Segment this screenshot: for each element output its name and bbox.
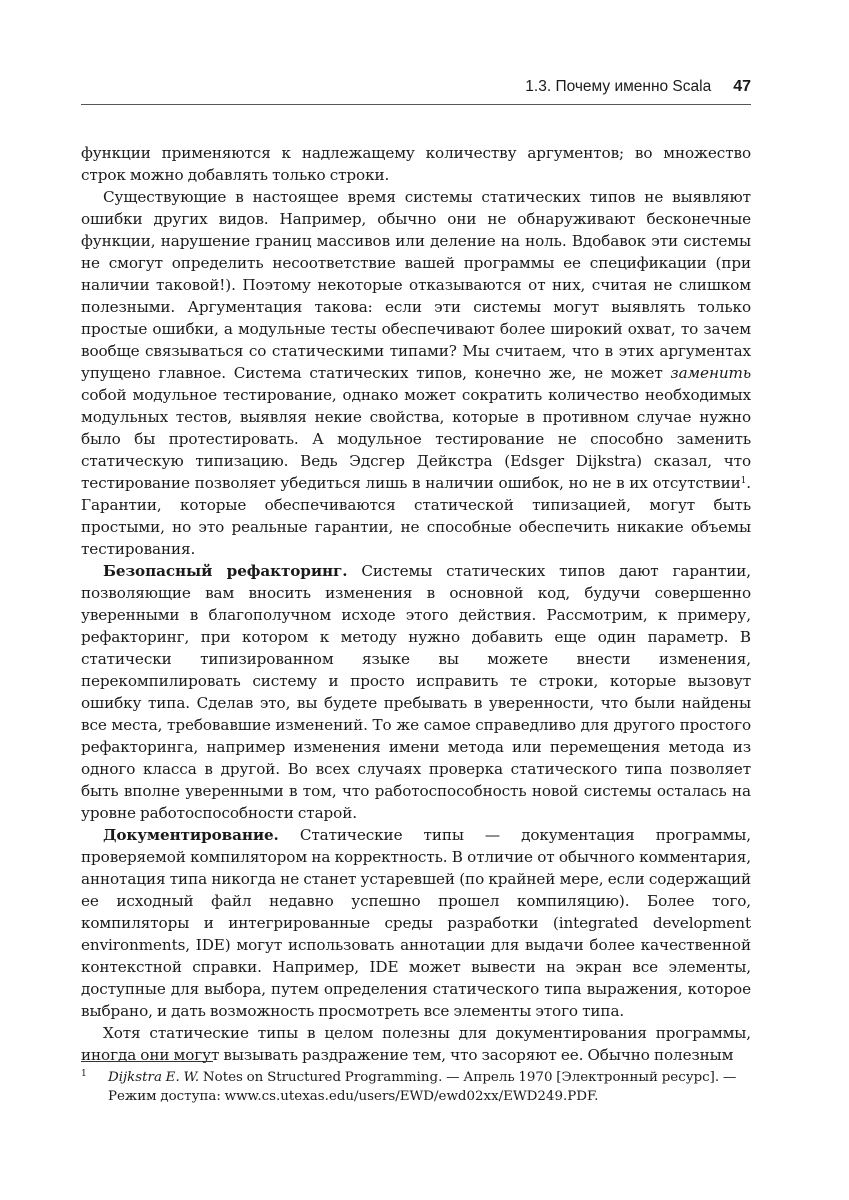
text-run: Статические типы — документация программы, проверяемой компилятором на корректность. В отличие от обычного комментария, аннотация типа никогда не станет устаревшей (по крайней мере, если содержащий ее исходный файл недавно успешно прошел компиляцию). Более того, компиляторы и интегрированные среды разработки (integrated development environments, IDE) могут использовать аннотации для выдачи более качественной контекстной справки. Например, IDE может вывести на экран все элементы, доступные для выбора, путем определения статического типа выражения, которое выбрано, и дать возможность просмотреть все элементы этого типа. — [81, 826, 751, 1020]
footnote-body: Notes on Structured Programming. — Апрель 1970 [Электронный ресурс]. — Режим доступа: www.cs.utexas.edu/users/EWD/ewd02xx/EWD249.PDF. — [108, 1070, 737, 1104]
paragraph — [81, 186, 751, 560]
text-run: . Гарантии, которые обеспечиваются статической типизацией, могут быть простыми, но это реальные гарантии, не способные обеспечить никакие объемы тестирования. — [81, 474, 751, 558]
paragraph — [81, 560, 751, 824]
body-text — [81, 142, 751, 1066]
emphasis: заменить — [670, 364, 751, 382]
section-title: 1.3. Почему именно Scala — [525, 78, 712, 95]
header-rule — [81, 104, 751, 105]
footnote-ref: 1 — [740, 476, 747, 486]
paragraph-heading: Документирование. — [103, 826, 279, 844]
footnote-rule — [81, 1061, 213, 1062]
text-run: собой модульное тестирование, однако может сократить количество необходимых модульных тестов, выявляя некие свойства, которые в противном случае нужно было бы протестировать. А модульное тестирование не способно заменить статическую типизацию. Ведь Эдсгер Дейкстра (Edsger Dijkstra) сказал, что тестирование позволяет убедиться лишь в наличии ошибок, но не в их отсутствии — [81, 386, 751, 492]
text-run: Существующие в настоящее время системы статических типов не выявляют ошибки других видов. Например, обычно они не обнаруживают бесконечные функции, нарушение границ массивов или деление на ноль. Вдобавок эти системы не смогут определить несоответствие вашей программы ее спецификации (при наличии таковой!). Поэтому некоторые отказываются от них, считая не слишком полезными. Аргументация такова: если эти системы могут выявлять только простые ошибки, а модульные тесты обеспечивают более широкий охват, то зачем вообще связываться со статическими типами? Мы считаем, что в этих аргументах упущено главное. Система статических типов, конечно же, не может — [81, 188, 751, 382]
paragraph — [81, 1022, 751, 1066]
paragraph — [81, 824, 751, 1022]
footnote — [81, 1068, 751, 1106]
text-run: Хотя статические типы в целом полезны для документирования программы, иногда они могут вызывать раздражение тем, что засоряют ее. Обычно полезным — [81, 1024, 751, 1064]
text-run: функции применяются к надлежащему количеству аргументов; во множество строк можно добавлять только строки. — [81, 144, 751, 184]
running-header — [81, 78, 751, 100]
footnote-text — [108, 1068, 751, 1106]
paragraph — [81, 142, 751, 186]
footnote-author: Dijkstra E. W. — [108, 1070, 200, 1085]
paragraph-heading: Безопасный рефакторинг. — [103, 562, 348, 580]
text-run: Системы статических типов дают гарантии, позволяющие вам вносить изменения в основной код, будучи совершенно уверенными в благополучном исходе этого действия. Рассмотрим, к примеру, рефакторинг, при котором к методу нужно добавить еще один параметр. В статически типизированном языке вы можете внести изменения, перекомпилировать систему и просто исправить те строки, которые вызовут ошибку типа. Сделав это, вы будете пребывать в уверенности, что были найдены все места, требовавшие изменений. То же самое справедливо для другого простого рефакторинга, например изменения имени метода или перемещения метода из одного класса в другой. Во всех случаях проверка статического типа позволяет быть вполне уверенными в том, что работоспособность новой системы осталась на уровне работоспособности старой. — [81, 562, 751, 822]
footnote-mark: 1 — [81, 1069, 87, 1079]
page-number: 47 — [733, 78, 751, 95]
